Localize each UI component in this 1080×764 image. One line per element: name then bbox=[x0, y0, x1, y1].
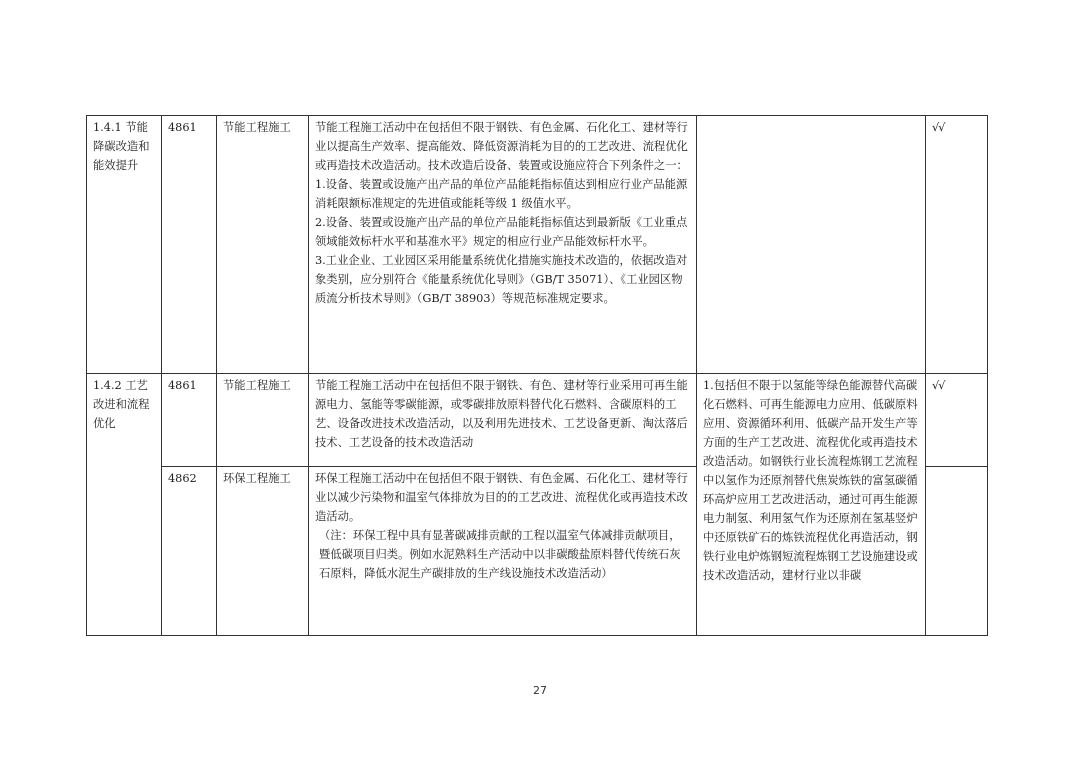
name-cell: 节能工程施工 bbox=[217, 374, 309, 467]
description-intro: 节能工程施工活动中在包括但不限于钢铁、有色金属、石化化工、建材等行业以提高生产效率、提高能效、降低资源消耗为目的的工艺改进、流程优化或再造技术改造活动。技术改造后设备、装置或设施应符合下列条件之一： bbox=[315, 121, 688, 172]
code-cell: 4861 bbox=[162, 116, 217, 374]
note-cell bbox=[697, 116, 926, 374]
code-cell: 4861 bbox=[162, 374, 217, 467]
description-text: 环保工程施工活动中在包括但不限于钢铁、有色金属、石化化工、建材等行业以减少污染物和温室气体排放为目的的工艺改进、流程优化或再造技术改造活动。 bbox=[315, 472, 688, 523]
note-cell: 1.包括但不限于以氢能等绿色能源替代高碳化石燃料、可再生能源电力应用、低碳原料应用、资源循环利用、低碳产品开发生产等方面的生产工艺改进、流程优化或再造技术改造活动。如钢铁行业长流程炼钢工艺流程中以氢作为还原剂替代焦炭炼铁的富氢碳循环高炉应用工艺改进活动，通过可再生能源电力制氢、利用氢气作为还原剂在氢基竖炉中还原铁矿石的炼铁流程优化再造活动，钢铁行业电炉炼钢短流程炼钢工艺设施建设或技术改造活动，建材行业以非碳 bbox=[697, 374, 926, 636]
name-cell: 节能工程施工 bbox=[217, 116, 309, 374]
mark-cell bbox=[926, 467, 988, 636]
table-row bbox=[87, 116, 988, 374]
mark-cell: √√ bbox=[926, 374, 988, 467]
description-item-1: 1.设备、装置或设施产出产品的单位产品能耗指标值达到相应行业产品能源消耗限额标准规定的先进值或能耗等级 1 级值水平。 bbox=[315, 178, 688, 210]
table-row bbox=[87, 374, 988, 467]
description-cell bbox=[309, 116, 697, 374]
category-cell: 1.4.1 节能降碳改造和能效提升 bbox=[87, 116, 162, 374]
name-cell: 环保工程施工 bbox=[217, 467, 309, 636]
description-item-3: 3.工业企业、工业园区采用能量系统优化措施实施技术改造的，依据改造对象类别，应分别符合《能量系统优化导则》（GB/T 35071）、《工业园区物质流分析技术导则》（GB/T 38903）等规范标准规定要求。 bbox=[315, 254, 688, 305]
page-number: 27 bbox=[533, 684, 547, 697]
category-cell: 1.4.2 工艺改进和流程优化 bbox=[87, 374, 162, 636]
description-item-2: 2.设备、装置或设施产出产品的单位产品能耗指标值达到最新版《工业重点领域能效标杆水平和基准水平》规定的相应行业产品能效标杆水平。 bbox=[315, 216, 688, 248]
code-cell: 4862 bbox=[162, 467, 217, 636]
description-cell: 节能工程施工活动中在包括但不限于钢铁、有色、建材等行业采用可再生能源电力、氢能等零碳能源，或零碳排放原料替代化石燃料、含碳原料的工艺、设备改进技术改造活动，以及利用先进技术、工艺设备更新、淘汰落后技术、工艺设备的技术改造活动 bbox=[309, 374, 697, 467]
description-note: （注：环保工程中具有显著碳减排贡献的工程以温室气体减排贡献项目，暨低碳项目归类。例如水泥熟料生产活动中以非碳酸盐原料替代传统石灰石原料，降低水泥生产碳排放的生产线设施技术改造活动） bbox=[319, 529, 681, 580]
catalog-table bbox=[86, 115, 988, 636]
mark-cell: √√ bbox=[926, 116, 988, 374]
description-cell bbox=[309, 467, 697, 636]
